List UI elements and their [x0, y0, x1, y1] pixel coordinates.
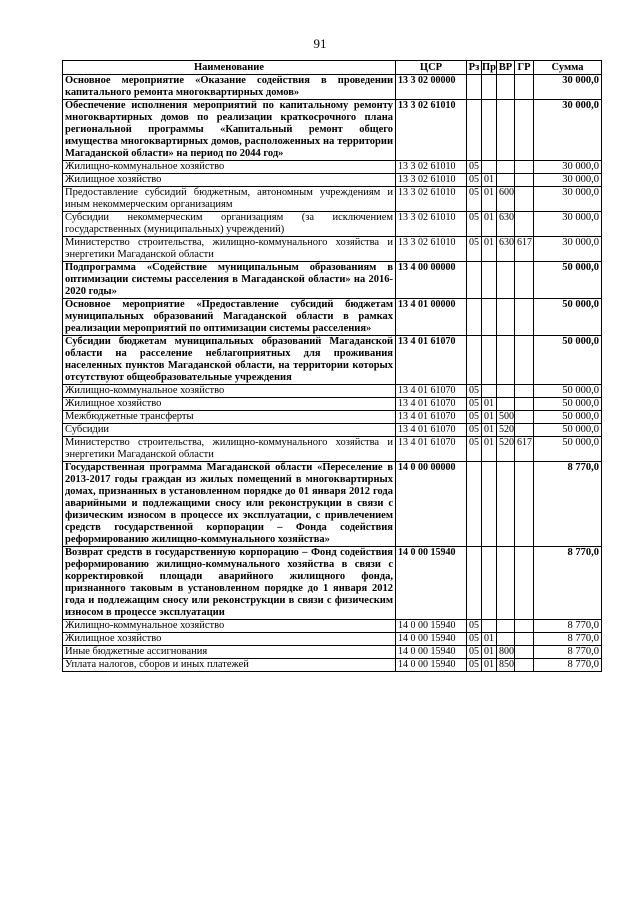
cell-vr: 630 — [497, 237, 515, 262]
table-row — [63, 100, 602, 161]
cell-pr — [482, 547, 497, 620]
cell-vr — [497, 633, 515, 646]
cell-pr: 01 — [482, 659, 497, 672]
header-pr: Пр — [482, 61, 497, 73]
cell-sum: 50 000,0 — [534, 398, 602, 411]
cell-gr — [515, 385, 534, 398]
cell-csr: 13 3 02 61010 — [396, 161, 467, 174]
cell-rz: 05 — [467, 424, 482, 437]
cell-gr — [515, 547, 534, 620]
cell-csr: 14 0 00 15940 — [396, 646, 467, 659]
table-body — [63, 75, 602, 672]
cell-pr — [482, 262, 497, 299]
cell-pr — [482, 100, 497, 161]
cell-name: Жилищное хозяйство — [63, 633, 396, 646]
cell-rz: 05 — [467, 212, 482, 237]
cell-vr: 600 — [497, 187, 515, 212]
cell-pr — [482, 462, 497, 547]
cell-rz: 05 — [467, 646, 482, 659]
cell-vr — [497, 547, 515, 620]
cell-rz: 05 — [467, 187, 482, 212]
cell-name: Уплата налогов, сборов и иных платежей — [63, 659, 396, 672]
cell-gr — [515, 659, 534, 672]
cell-sum: 30 000,0 — [534, 212, 602, 237]
cell-csr: 13 3 02 00000 — [396, 75, 467, 100]
cell-name: Обеспечение исполнения мероприятий по капитальному ремонту многоквартирных домов по реализации краткосрочного плана региональной программы «Капитальный ремонт общего имущества многоквартирных домов, расположенных на территории Магаданской области» на период по 2044 год» — [63, 100, 396, 161]
cell-gr — [515, 100, 534, 161]
cell-sum: 30 000,0 — [534, 100, 602, 161]
cell-rz — [467, 100, 482, 161]
cell-vr: 520 — [497, 437, 515, 462]
cell-rz — [467, 299, 482, 336]
header-csr: ЦСР — [396, 61, 467, 75]
cell-csr: 13 4 01 61070 — [396, 424, 467, 437]
cell-name: Предоставление субсидий бюджетным, автономным учреждениям и иным некоммерческим организациям — [63, 187, 396, 212]
cell-csr: 13 3 02 61010 — [396, 100, 467, 161]
cell-gr — [515, 161, 534, 174]
cell-vr: 500 — [497, 411, 515, 424]
cell-name: Жилищное хозяйство — [63, 398, 396, 411]
cell-gr — [515, 620, 534, 633]
table-header-row — [63, 61, 602, 75]
table-row — [63, 262, 602, 299]
table-row — [63, 424, 602, 437]
cell-sum: 50 000,0 — [534, 385, 602, 398]
cell-csr: 13 4 01 61070 — [396, 437, 467, 462]
cell-sum: 8 770,0 — [534, 547, 602, 620]
table-row — [63, 237, 602, 262]
cell-pr: 01 — [482, 174, 497, 187]
cell-sum: 30 000,0 — [534, 237, 602, 262]
cell-vr: 630 — [497, 212, 515, 237]
table-row — [63, 620, 602, 633]
table-row — [63, 187, 602, 212]
budget-table — [62, 60, 602, 672]
cell-vr — [497, 100, 515, 161]
cell-name: Возврат средств в государственную корпорацию – Фонд содействия реформированию жилищно-коммунального хозяйства в связи с корректировкой площади аварийного жилищного фонда, признанного таковым в установленном порядке до 1 января 2012 года и подлежащим сносу или реконструкции в связи с физическим износом в процессе эксплуатации — [63, 547, 396, 620]
cell-sum: 50 000,0 — [534, 424, 602, 437]
table-row — [63, 385, 602, 398]
table-row — [63, 174, 602, 187]
header-sum: Сумма — [534, 61, 602, 75]
cell-vr — [497, 174, 515, 187]
cell-sum: 8 770,0 — [534, 646, 602, 659]
cell-rz — [467, 75, 482, 100]
cell-rz — [467, 547, 482, 620]
table-row — [63, 411, 602, 424]
cell-sum: 50 000,0 — [534, 336, 602, 385]
cell-rz: 05 — [467, 237, 482, 262]
cell-vr — [497, 161, 515, 174]
cell-name: Субсидии бюджетам муниципальных образований Магаданской области на расселение неблагоприятных для проживания населенных пунктов Магаданской области, на территории которых отсутствуют общеобразовательные учреждения — [63, 336, 396, 385]
cell-rz: 05 — [467, 633, 482, 646]
cell-csr: 13 4 01 61070 — [396, 385, 467, 398]
table-row — [63, 646, 602, 659]
cell-pr — [482, 620, 497, 633]
cell-pr — [482, 299, 497, 336]
cell-gr — [515, 398, 534, 411]
cell-gr — [515, 646, 534, 659]
cell-vr — [497, 462, 515, 547]
page-number: 91 — [313, 36, 327, 51]
cell-name: Межбюджетные трансферты — [63, 411, 396, 424]
cell-vr — [497, 385, 515, 398]
cell-sum: 8 770,0 — [534, 462, 602, 547]
cell-csr: 13 4 00 00000 — [396, 262, 467, 299]
table-row — [63, 398, 602, 411]
cell-csr: 13 4 01 61070 — [396, 411, 467, 424]
cell-sum: 50 000,0 — [534, 262, 602, 299]
cell-pr: 01 — [482, 212, 497, 237]
cell-gr — [515, 174, 534, 187]
cell-csr: 13 3 02 61010 — [396, 187, 467, 212]
cell-gr — [515, 262, 534, 299]
cell-sum: 8 770,0 — [534, 633, 602, 646]
cell-csr: 13 4 01 61070 — [396, 336, 467, 385]
cell-gr: 617 — [515, 437, 534, 462]
header-name: Наименование — [63, 61, 396, 75]
table-row — [63, 161, 602, 174]
table-row — [63, 462, 602, 547]
cell-sum: 30 000,0 — [534, 174, 602, 187]
cell-gr: 617 — [515, 237, 534, 262]
table-row — [63, 659, 602, 672]
cell-csr: 13 4 01 61070 — [396, 398, 467, 411]
table-row — [63, 633, 602, 646]
cell-pr: 01 — [482, 411, 497, 424]
cell-vr — [497, 262, 515, 299]
header-vr: ВР — [497, 61, 515, 75]
cell-vr — [497, 299, 515, 336]
cell-name: Министерство строительства, жилищно-коммунального хозяйства и энергетики Магаданской области — [63, 237, 396, 262]
cell-pr — [482, 336, 497, 385]
cell-pr: 01 — [482, 237, 497, 262]
cell-gr — [515, 411, 534, 424]
cell-rz: 05 — [467, 659, 482, 672]
cell-name: Субсидии — [63, 424, 396, 437]
cell-name: Жилищно-коммунальное хозяйство — [63, 620, 396, 633]
cell-name: Подпрограмма «Содействие муниципальным образованиям в оптимизации системы расселения в Магаданской области» на 2016-2020 годы» — [63, 262, 396, 299]
cell-rz: 05 — [467, 620, 482, 633]
header-gr: ГР — [515, 61, 534, 75]
table-row — [63, 547, 602, 620]
cell-rz: 05 — [467, 161, 482, 174]
cell-pr: 01 — [482, 437, 497, 462]
header-rz: Рз — [467, 61, 482, 75]
cell-gr — [515, 187, 534, 212]
cell-gr — [515, 299, 534, 336]
cell-csr: 13 3 02 61010 — [396, 237, 467, 262]
cell-rz: 05 — [467, 398, 482, 411]
table-row — [63, 437, 602, 462]
cell-name: Жилищно-коммунальное хозяйство — [63, 161, 396, 174]
cell-sum: 30 000,0 — [534, 161, 602, 174]
cell-sum: 50 000,0 — [534, 299, 602, 336]
table-row — [63, 212, 602, 237]
cell-name: Жилищное хозяйство — [63, 174, 396, 187]
cell-csr: 14 0 00 15940 — [396, 547, 467, 620]
cell-vr: 850 — [497, 659, 515, 672]
cell-sum: 30 000,0 — [534, 187, 602, 212]
cell-vr — [497, 336, 515, 385]
cell-vr — [497, 398, 515, 411]
cell-sum: 50 000,0 — [534, 437, 602, 462]
cell-csr: 13 4 01 00000 — [396, 299, 467, 336]
cell-gr — [515, 424, 534, 437]
cell-rz: 05 — [467, 174, 482, 187]
cell-name: Основное мероприятие «Предоставление субсидий бюджетам муниципальных образований Магаданской области в рамках реализации мероприятий по оптимизации системы расселения» — [63, 299, 396, 336]
cell-rz: 05 — [467, 411, 482, 424]
cell-rz — [467, 462, 482, 547]
cell-vr — [497, 620, 515, 633]
cell-gr — [515, 462, 534, 547]
cell-csr: 14 0 00 00000 — [396, 462, 467, 547]
cell-name: Жилищно-коммунальное хозяйство — [63, 385, 396, 398]
cell-name: Государственная программа Магаданской области «Переселение в 2013-2017 годы граждан из жилых помещений в многоквартирных домах, признанных в установленном порядке до 01 января 2012 года аварийными и подлежащими сносу или реконструкции в связи с физическим износом в процессе их эксплуатации, с привлечением средств государственной корпорации – Фонда содействия реформированию жилищно-коммунального хозяйства» — [63, 462, 396, 547]
cell-pr: 01 — [482, 646, 497, 659]
cell-rz: 05 — [467, 385, 482, 398]
cell-gr — [515, 212, 534, 237]
table-row — [63, 299, 602, 336]
table-row — [63, 75, 602, 100]
cell-vr: 520 — [497, 424, 515, 437]
cell-gr — [515, 75, 534, 100]
cell-sum: 8 770,0 — [534, 620, 602, 633]
cell-gr — [515, 336, 534, 385]
cell-vr — [497, 75, 515, 100]
cell-pr: 01 — [482, 187, 497, 212]
cell-pr: 01 — [482, 398, 497, 411]
cell-pr — [482, 385, 497, 398]
cell-sum: 30 000,0 — [534, 75, 602, 100]
cell-pr: 01 — [482, 424, 497, 437]
cell-rz — [467, 336, 482, 385]
cell-csr: 13 3 02 61010 — [396, 174, 467, 187]
cell-csr: 14 0 00 15940 — [396, 620, 467, 633]
cell-name: Основное мероприятие «Оказание содействия в проведении капитального ремонта многоквартирных домов» — [63, 75, 396, 100]
cell-sum: 8 770,0 — [534, 659, 602, 672]
cell-pr — [482, 161, 497, 174]
cell-vr: 800 — [497, 646, 515, 659]
cell-csr: 13 3 02 61010 — [396, 212, 467, 237]
cell-csr: 14 0 00 15940 — [396, 633, 467, 646]
cell-pr — [482, 75, 497, 100]
table-row — [63, 336, 602, 385]
cell-pr: 01 — [482, 633, 497, 646]
cell-name: Субсидии некоммерческим организациям (за исключением государственных (муниципальных) учреждений) — [63, 212, 396, 237]
cell-name: Иные бюджетные ассигнования — [63, 646, 396, 659]
cell-sum: 50 000,0 — [534, 411, 602, 424]
cell-name: Министерство строительства, жилищно-коммунального хозяйства и энергетики Магаданской области — [63, 437, 396, 462]
cell-rz: 05 — [467, 437, 482, 462]
cell-rz — [467, 262, 482, 299]
cell-csr: 14 0 00 15940 — [396, 659, 467, 672]
cell-gr — [515, 633, 534, 646]
